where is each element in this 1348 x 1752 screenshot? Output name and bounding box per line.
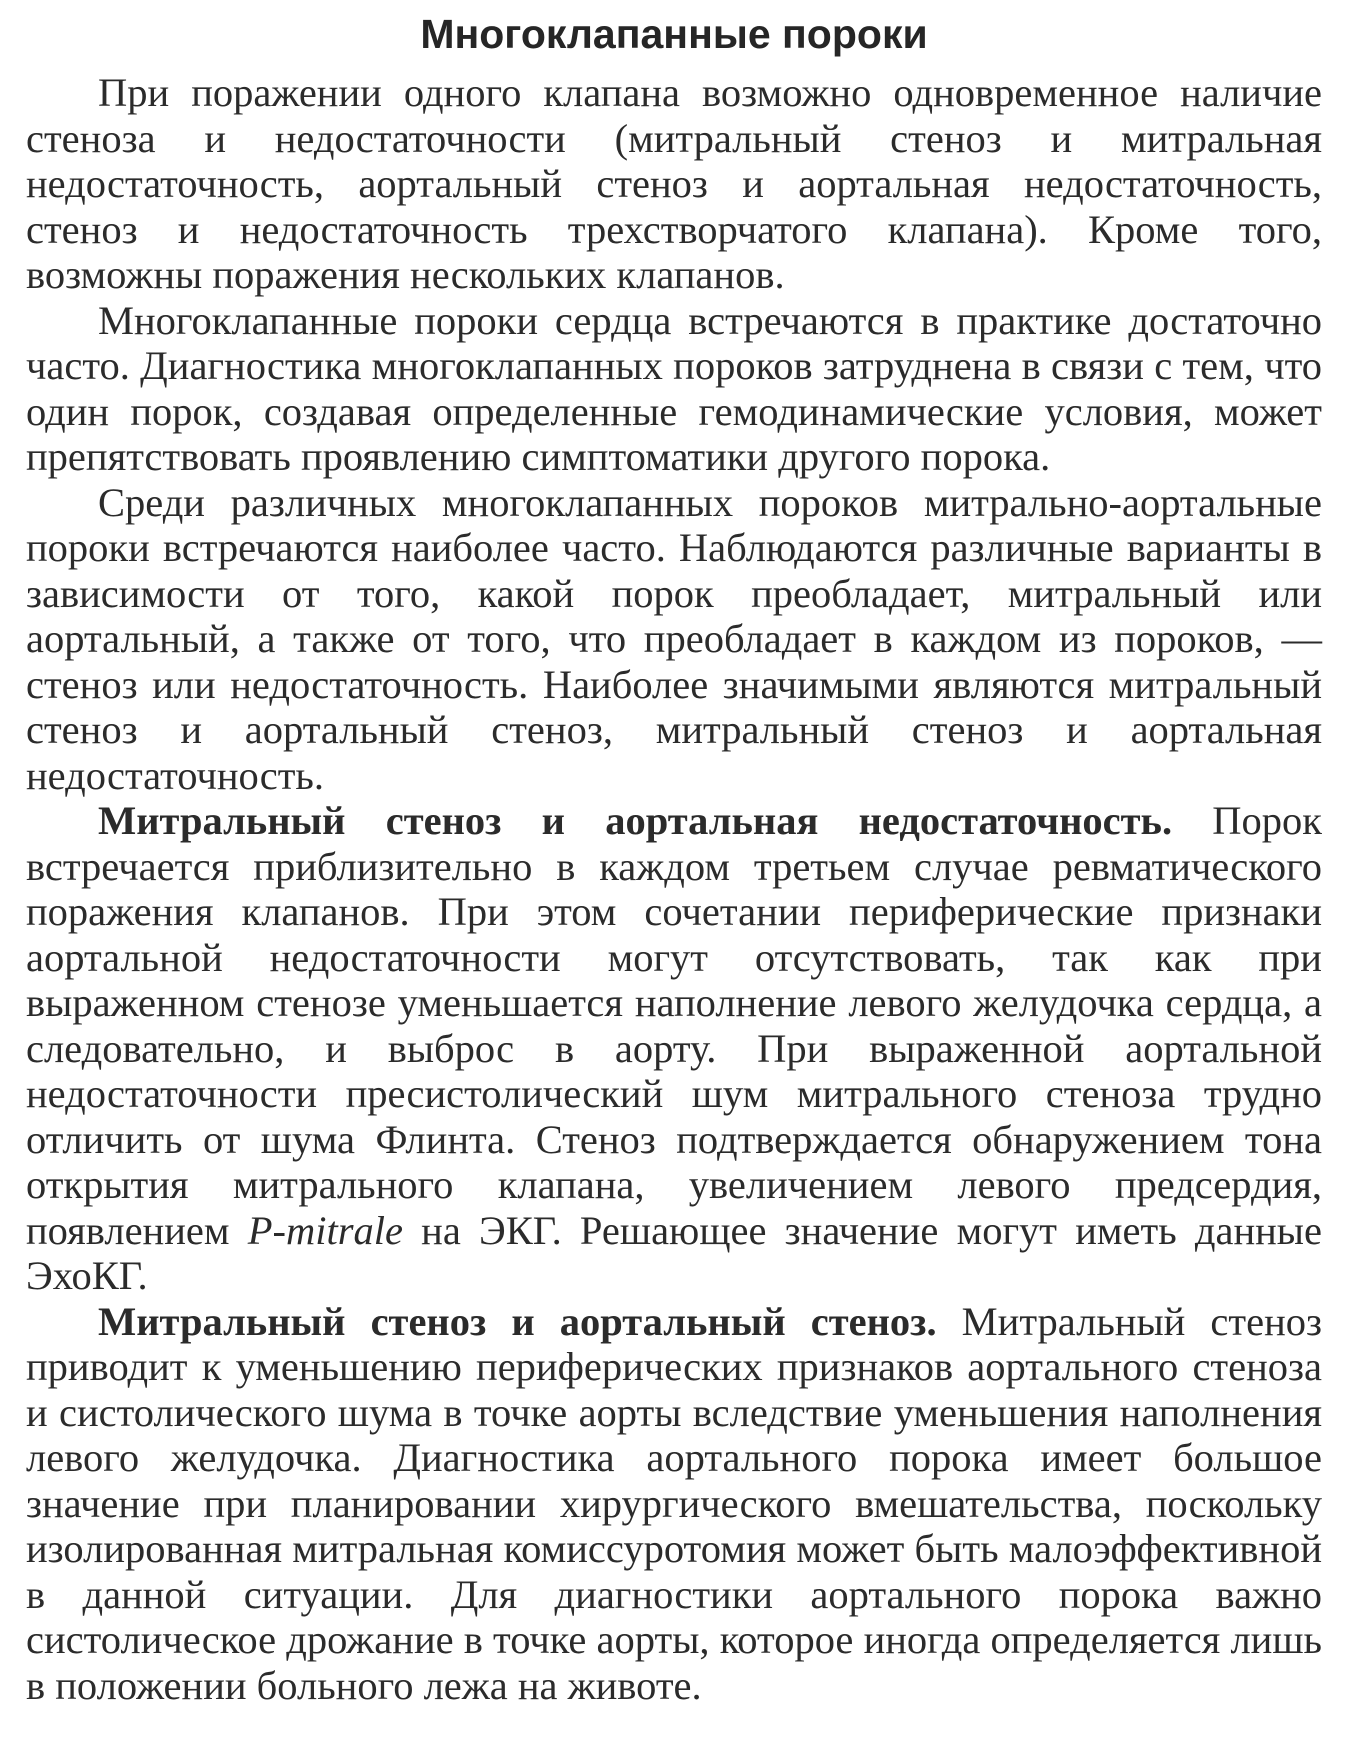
paragraph-text-tail: на ЭКГ. Решающее значение могут иметь данные ЭхоКГ. <box>26 1207 1322 1298</box>
paragraph-stenosis-insufficiency <box>26 798 1322 1299</box>
run-in-heading: Митральный стеноз и аортальная недостаточность. <box>98 798 1173 843</box>
paragraph-text: Порок встречается приблизительно в каждом третьем случае ревматического поражения клапанов. При этом сочетании периферические признаки аортальной недостаточности могут отсутствовать, так как при выраженном стенозе уменьшается наполнение левого желудочка сердца, а следовательно, и выброс в аорту. При выраженной аортальной недостаточности пресистолический шум митрального стеноза трудно отличить от шума Флинта. Стеноз подтверждается обнаружением тона открытия митрального клапана, увеличением левого предсердия, появлением <box>26 798 1322 1253</box>
document-page <box>26 6 1322 1708</box>
paragraph-mitral-aortic <box>26 480 1322 799</box>
paragraph-text: Среди различных многоклапанных пороков митрально-аортальные пороки встречаются наиболее часто. Наблюдаются различные варианты в зависимости от того, какой порок преобладает, митральный или аортальный, а также от того, что преобладает в каждом из пороков, — стеноз или недостаточность. Наиболее значимыми являются митральный стеноз и аортальный стеноз, митральный стеноз и аортальная недостаточность. <box>26 479 1322 798</box>
paragraph-intro <box>26 70 1322 298</box>
paragraph-text: Многоклапанные пороки сердца встречаются в практике достаточно часто. Диагностика многоклапанных пороков затруднена в связи с тем, что один порок, создавая определенные гемодинамические условия, может препятствовать проявлению симптоматики другого порока. <box>26 297 1322 479</box>
paragraph-double-stenosis <box>26 1299 1322 1709</box>
paragraph-text: При поражении одного клапана возможно одновременное наличие стеноза и недостаточности (митральный стеноз и митральная недостаточность, аортальный стеноз и аортальная недостаточность, стеноз и недостаточность трехстворчатого клапана). Кроме того, возможны поражения нескольких клапанов. <box>26 70 1322 297</box>
run-in-heading: Митральный стеноз и аортальный стеноз. <box>98 1298 937 1344</box>
italic-term: P-mitrale <box>247 1207 403 1253</box>
section-title: Многоклапанные пороки <box>420 11 928 57</box>
paragraph-text: Митральный стеноз приводит к уменьшению периферических признаков аортального стеноза и систолического шума в точке аорты вследствие уменьшения наполнения левого желудочка. Диагностика аортального порока имеет большое значение при планировании хирургического вмешательства, поскольку изолированная митральная комиссуротомия может быть малоэффективной в данной ситуации. Для диагностики аортального порока важно систолическое дрожание в точке аорты, которое иногда определяется лишь в положении больного лежа на животе. <box>26 1298 1322 1708</box>
paragraph-diagnosis <box>26 298 1322 480</box>
